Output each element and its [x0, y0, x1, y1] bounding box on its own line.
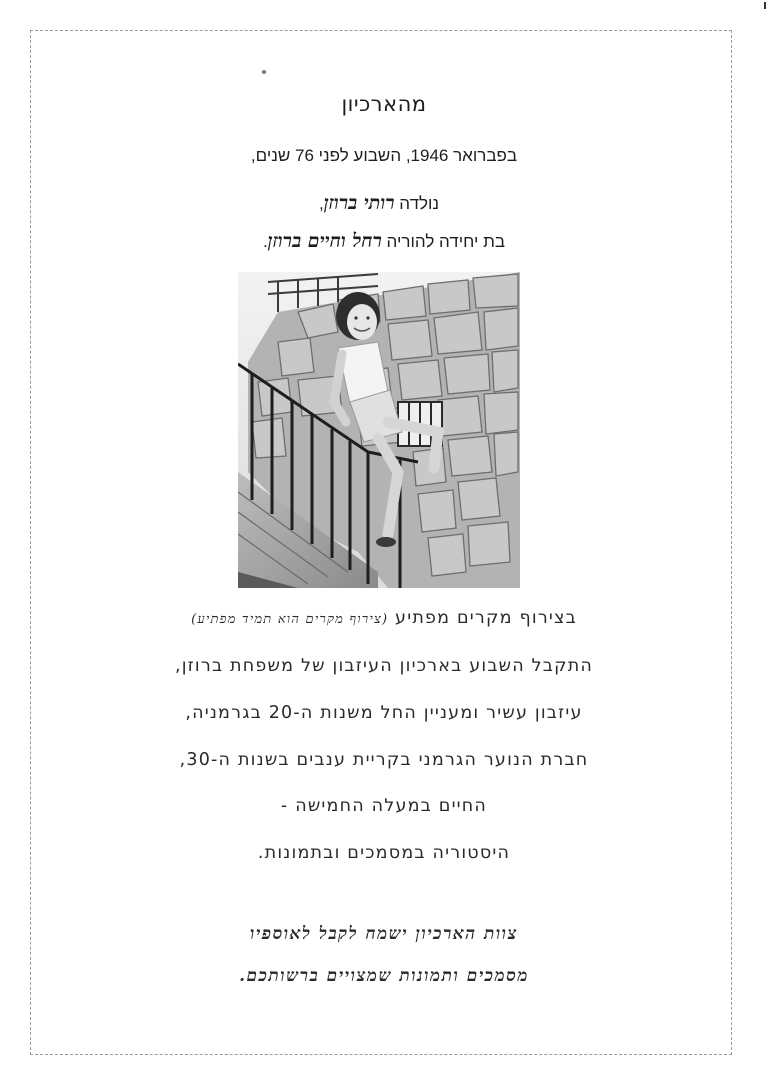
closing-line-2: מסמכים ותמונות שמצויים ברשותכם.	[239, 966, 529, 986]
born-name-line	[0, 192, 763, 215]
birth-date-line: בפברואר 1946, השבוע לפני 76 שנים,	[250, 146, 518, 165]
archive-photo	[238, 272, 520, 588]
body-line-5: החיים במעלה החמישה -	[280, 796, 488, 816]
born-label: נולדה	[399, 194, 440, 213]
parents-period: .	[262, 232, 268, 251]
parents-names: רחל וחיים ברוזן	[267, 230, 382, 252]
parents-label: בת יחידה להוריה	[386, 232, 506, 251]
body-line-1-text: בצירוף מקרים מפתיע	[395, 608, 577, 628]
born-comma: ,	[318, 194, 324, 213]
child-name: רותי ברוזן	[323, 192, 395, 214]
closing-line-1: צוות הארכיון ישמח לקבל לאוספיו	[250, 924, 518, 944]
body-line-6: היסטוריה במסמכים ובתמונות.	[257, 843, 511, 863]
body-line-1-note: (צירוף מקרים הוא תמיד מפתיע)	[191, 612, 389, 627]
scan-speck	[262, 70, 266, 74]
page-title: מהארכיון	[341, 92, 427, 116]
body-line-1	[0, 608, 768, 628]
body-line-3: עיזבון עשיר ומעניין החל משנות ה-20 בגרמניה,	[185, 703, 583, 723]
body-line-4: חברת הנוער הגרמני בקריית ענבים בשנות ה-30,	[179, 750, 589, 770]
parents-line	[0, 230, 768, 253]
scan-mark	[764, 2, 766, 9]
body-line-2: התקבל השבוע בארכיון העיזבון של משפחת ברוזן,	[174, 656, 594, 676]
